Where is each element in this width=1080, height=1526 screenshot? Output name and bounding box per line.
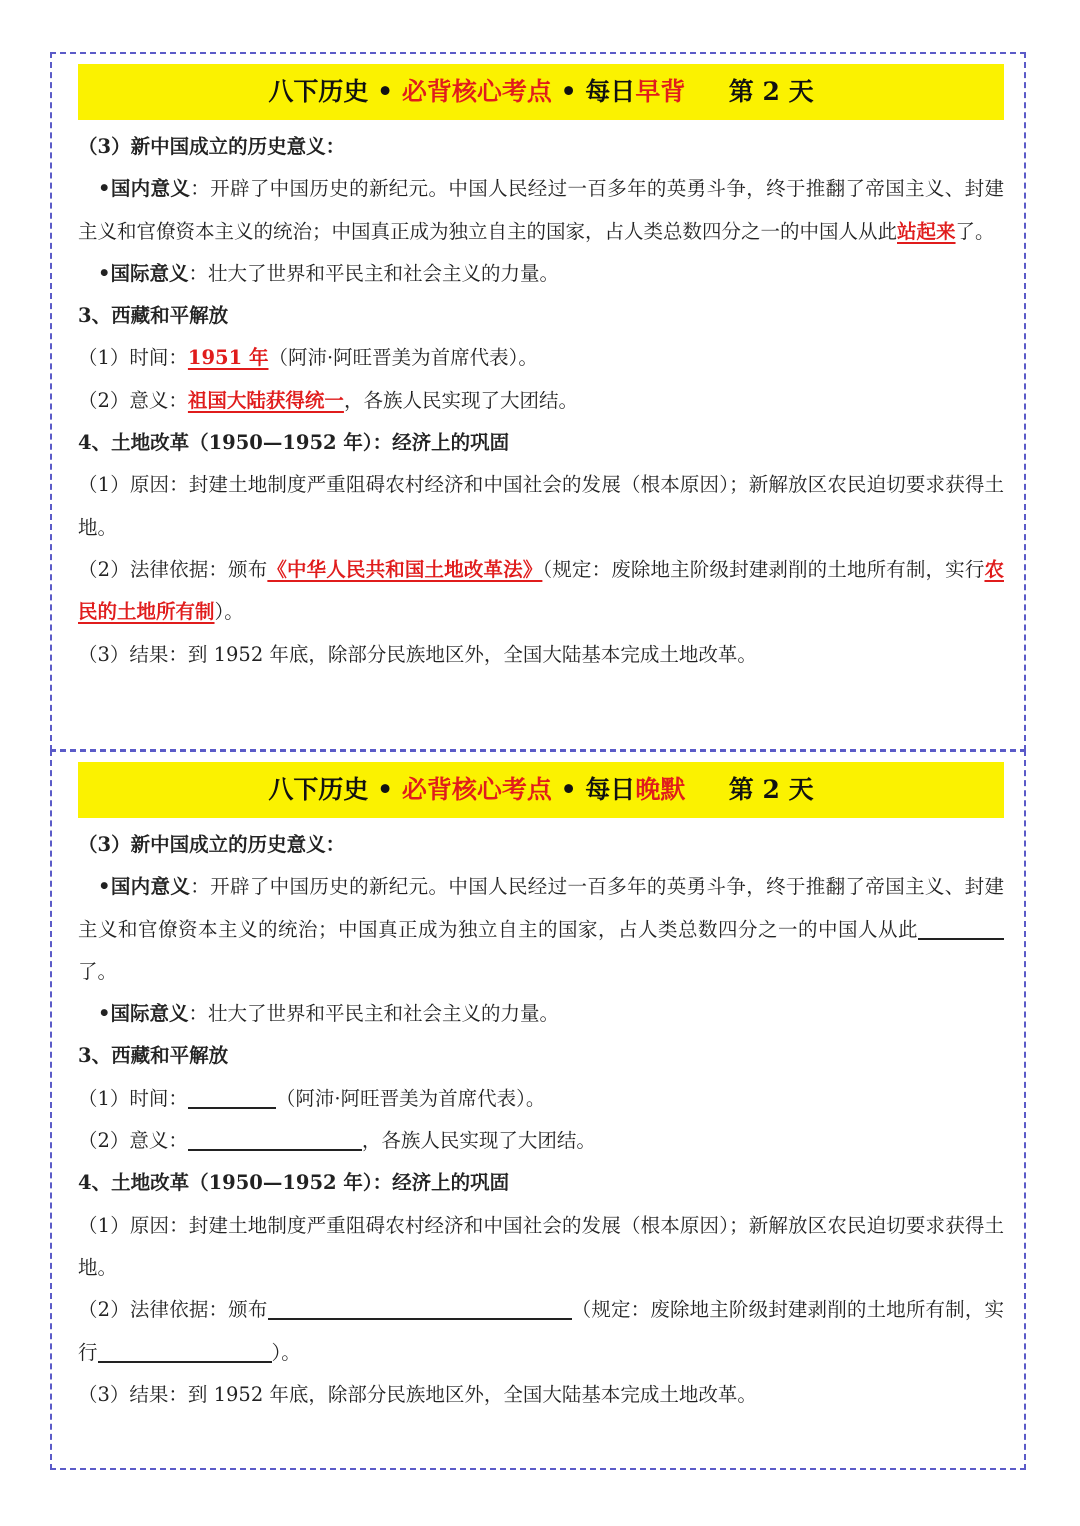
banner-topic: 必背核心考点 — [401, 775, 552, 804]
item-text: （规定：废除地主阶级封建剥削的土地所有制，实行 — [78, 1298, 1004, 1364]
item-label: （1）时间： — [78, 1086, 188, 1110]
label-international: •国际意义 — [98, 1002, 189, 1026]
banner-day: 第 2 天 — [728, 77, 814, 106]
paragraph-domestic — [78, 866, 1004, 993]
fill-blank[interactable] — [918, 918, 1004, 940]
item-result: （3）结果：到 1952 年底，除部分民族地区外，全国大陆基本完成土地改革。 — [78, 642, 757, 666]
banner-subject: 八下历史 — [268, 775, 369, 804]
fill-blank[interactable] — [268, 1299, 572, 1321]
item-time — [78, 337, 1004, 379]
section-heading: 4、土地改革（1950—1952 年）：经济上的巩固 — [78, 1171, 510, 1195]
item-time — [78, 1078, 1004, 1120]
section-heading: 4、土地改革（1950—1952 年）：经济上的巩固 — [78, 431, 510, 455]
text-international: ：壮大了世界和平民主和社会主义的力量。 — [188, 261, 559, 285]
section-heading: （3）新中国成立的历史意义： — [78, 833, 346, 856]
item-text: ）。 — [271, 1340, 301, 1364]
item-text: ，各族人民实现了大团结。 — [343, 388, 578, 412]
item-label: （2）法律依据：颁布 — [78, 557, 268, 581]
banner-mode: 晚默 — [635, 775, 686, 804]
item-label: （2）意义： — [78, 1129, 188, 1153]
card-banner — [78, 64, 1004, 120]
card-body — [78, 126, 1004, 676]
item-law — [78, 1289, 1004, 1374]
item-label: （1）时间： — [78, 346, 188, 370]
item-reason: （1）原因：封建土地制度严重阻碍农村经济和中国社会的发展（根本原因）；新解放区农民迫切要求获得土地。 — [78, 473, 1004, 539]
banner-dot: • — [377, 775, 394, 804]
text-end: 了。 — [78, 959, 118, 983]
item-meaning — [78, 380, 1004, 422]
item-label: （2）意义： — [78, 388, 188, 412]
card-banner — [78, 762, 1004, 818]
banner-topic: 必背核心考点 — [401, 77, 552, 106]
key-answer: 站起来 — [897, 219, 956, 243]
item-label: （2）法律依据：颁布 — [78, 1298, 268, 1322]
label-international: •国际意义 — [98, 261, 189, 285]
fill-blank[interactable] — [188, 1130, 362, 1152]
banner-day: 第 2 天 — [728, 775, 814, 804]
key-answer: 农民的土地所有制 — [78, 557, 1004, 624]
item-text: （阿沛·阿旺晋美为首席代表）。 — [268, 346, 538, 370]
banner-dot: • — [560, 77, 577, 106]
section-heading: 3、西藏和平解放 — [78, 304, 229, 328]
banner-daily: 每日 — [585, 775, 636, 804]
banner-subject: 八下历史 — [268, 77, 369, 106]
text-international: ：壮大了世界和平民主和社会主义的力量。 — [188, 1002, 559, 1026]
item-meaning — [78, 1120, 1004, 1162]
key-answer: 祖国大陆获得统一 — [187, 388, 344, 412]
banner-daily: 每日 — [585, 77, 636, 106]
morning-card — [50, 52, 1026, 751]
fill-blank[interactable] — [98, 1341, 272, 1363]
text-domestic: ：开辟了中国历史的新纪元。中国人民经过一百多年的英勇斗争，终于推翻了帝国主义、封建主义和官僚资本主义的统治；中国真正成为独立自主的国家，占人类总数四分之一的中国人从此 — [78, 177, 1004, 243]
paragraph-international — [78, 993, 1004, 1035]
card-body — [78, 824, 1004, 1416]
label-domestic: •国内意义 — [98, 177, 191, 201]
text-domestic: ：开辟了中国历史的新纪元。中国人民经过一百多年的英勇斗争，终于推翻了帝国主义、封建主义和官僚资本主义的统治；中国真正成为独立自主的国家，占人类总数四分之一的中国人从此 — [78, 875, 1004, 941]
item-text: （规定：废除地主阶级封建剥削的土地所有制，实行 — [542, 557, 985, 581]
paragraph-international — [78, 253, 1004, 295]
fill-blank[interactable] — [188, 1087, 276, 1109]
item-text: （阿沛·阿旺晋美为首席代表）。 — [275, 1086, 546, 1110]
item-text: ，各族人民实现了大团结。 — [361, 1129, 596, 1153]
banner-dot: • — [377, 77, 394, 106]
section-heading: （3）新中国成立的历史意义： — [78, 135, 346, 158]
key-answer: 1951 年 — [187, 346, 269, 370]
label-domestic: •国内意义 — [98, 875, 191, 899]
section-heading: 3、西藏和平解放 — [78, 1044, 229, 1068]
evening-card — [50, 750, 1026, 1470]
banner-dot: • — [560, 775, 577, 804]
banner-mode: 早背 — [635, 77, 686, 106]
item-text: ）。 — [214, 600, 244, 624]
paragraph-domestic — [78, 168, 1004, 253]
item-law — [78, 549, 1004, 634]
key-answer: 《中华人民共和国土地改革法》 — [267, 557, 543, 581]
text-end: 了。 — [955, 219, 995, 243]
item-reason: （1）原因：封建土地制度严重阻碍农村经济和中国社会的发展（根本原因）；新解放区农民迫切要求获得土地。 — [78, 1213, 1004, 1279]
item-result: （3）结果：到 1952 年底，除部分民族地区外，全国大陆基本完成土地改革。 — [78, 1382, 757, 1406]
